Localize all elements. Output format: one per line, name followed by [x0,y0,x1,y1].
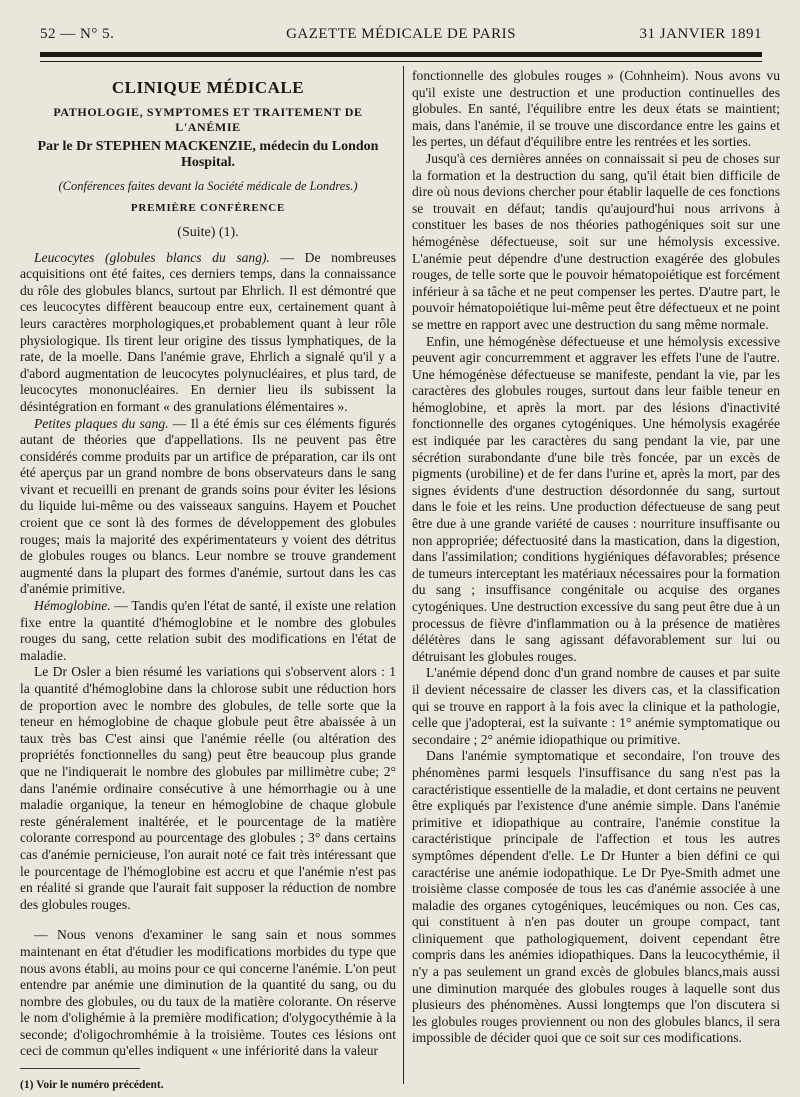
footnote-rule [20,1068,140,1069]
right-column [412,68,780,1078]
page-header [40,22,762,48]
paragraph-classification: L'anémie dépend donc d'un grand nombre de causes et par suite il devient nécessaire de classer les divers cas, et la classification qui se trouve en rapport à la fois avec la clinique et la pathologie, celle que j'adopterai, est la suivante : 1° anémie symptomatique ou secondaire ; 2° anémie idiopathique ou primitive. [412,665,780,747]
article-title: PATHOLOGIE, SYMPTOMES ET TRAITEMENT DE L'ANÉMIE [53,104,363,134]
paragraph-body: — De nombreuses acquisitions ont été faites, ces derniers temps, dans la connaissance du rôle des globules blancs, surtout par Ehrlich. Il est démontré que ces leucocytes diffèrent beaucoup entre eux, certainement quant à leurs caractères morphologiques,et probablement quant à leur rôle physiologique. Ils tirent leur origine des tissus lymphatiques, de la rate, de la moelle. Dans l'anémie grave, Ehrlich a signalé qu'il y a d'abord augmentation de leucocytes polynucléaires, et plus tard, de leucocytes mononucléaires. En dernier lieu ils subissent la désintégration en formant « des granulations élémentaires ». [20,249,397,414]
paragraph-gap [20,913,396,927]
conference-number: PREMIÈRE CONFÉRENCE [130,202,286,215]
suite-note: (Suite) (1). [177,224,239,240]
paragraph-anemie-definition: — Nous venons d'examiner le sang sain et nous sommes maintenant en état d'étudier les modifications morbides du type que nous avons établi, au moins pour ce qui concerne l'anémie. L'on peut entendre par anémie une diminution de la quantité du sang, ou du nombre des globules, ou du taux de la matière colorante. On réserve le nom d'olighémie à la première modification; d'olygocythémie à la seconde; d'oligochromhémie à la troisième. Toutes ces lésions ont ceci de commun qu'elles indiquent « une infériorité dans la valeur [20,927,396,1059]
paragraph-lead: Petites plaques du sang. [34,415,169,431]
section-title: CLINIQUE MÉDICALE [111,78,305,97]
paragraph-osler: Le Dr Osler a bien résumé les variations qui s'observent alors : 1 la quantité d'hémoglobine dans la chlorose subit une réduction hors de proportion avec le nombre des globules, de telle sorte que la teneur en hémoglobine de chaque globule peut être abaissée à un taux très bas C'est ainsi que l'anémie réelle (ou altération des propriétés fonctionnelles du sang) peut être beaucoup plus grande que ne l'indiquerait le nombre des globules par millimètre cube; 2° dans l'anémie ordinaire consécutive à une hémorrhagie ou à une maladie organique, la teneur en hémoglobine de chaque globule reste généralement inaltérée, et le pourcentage de la matière colorante correspond au pourcentage des globules ; 3° dans certains cas d'anémie pernicieuse, l'on aurait noté ce fait très intéressant que le pourcentage de l'hémoglobine est accru et que l'anémie n'est pas en réalité si grande que l'aurait fait supposer la réduction de nombre des globules rouges. [20,664,396,912]
issue-date: 31 JANVIER 1891 [639,26,762,42]
paragraph-body: — Il a été émis sur ces éléments figurés autant de théories que d'appellations. Ils ne peuvent pas être considérés comme produits par un artifice de préparation, car ils ont été aperçus par un grand nombre de bons observateurs dans le sang vivant et recueilli en prenant de grands soins pour éviter les lésions du liquide lui-même ou des vaisseaux sanguins. Hayem et Pouchet croient que ce sont là des formes de développement des globules rouges; mais la majorité des expérimentateurs y voient des détritus de globules rouges ou blancs. Leur nombre se trouve grandement augmenté dans la plupart des formes d'anémie, surtout dans les cas d'anémie primitive. [20,415,396,597]
journal-title: GAZETTE MÉDICALE DE PARIS [286,26,516,42]
footnote: (1) Voir le numéro précédent. [20,1079,164,1092]
paragraph-hemoglobine [20,598,396,664]
column-divider [403,66,404,1084]
paragraph-lead: Leucocytes (globules blancs du sang). [34,249,270,265]
conference-note: (Conférences faites devant la Société médicale de Londres.) [58,178,358,193]
header-rule-thick [40,52,762,57]
paragraph-body: — Tandis qu'en l'état de santé, il existe une relation fixe entre la quantité d'hémoglobine et le nombre des globules rouges du sang, cette relation subit des modifications en l'état de maladie. [20,598,396,663]
left-column [20,66,397,1092]
paragraph-continuation: fonctionnelle des globules rouges » (Cohnheim). Nous avons vu qu'il existe une destruction et une production continuelles des globules. En santé, l'équilibre entre les deux états se maintient; mais, dans l'anémie, il se trouve une discordance entre les gains et les pertes, un défaut d'équilibre entre les rentrées et les sorties. [412,68,780,150]
paragraph-anemie-symptomatique: Dans l'anémie symptomatique et secondaire, l'on trouve des phénomènes parmi lesquels l'insuffisance du sang n'est pas la caractéristique essentielle de la maladie, et dont certains ne peuvent être expliqués par l'existence d'une anémie simple. Dans l'anémie primitive et idiopathique au contraire, l'anémie constitue la caractéristique principale de l'affection et tous les autres symptômes dépendent d'elle. Le Dr Hunter a bien défini ce qui caractérise une anémie iodopathique. Le Dr Pye-Smith admet une troisième classe composée de tous les cas d'anémie associée à une maladie des organes cytogéniques, leucémiques ou non. Ces cas, qui constituent à n'en pas douter un groupe compact, tant cliniquement que pathologiquement, doivent cependant être compris dans les anémies idiopathiques. Dans la leucocythémie, il n'y a pas seulement un grand excès de globules blancs,mais aussi une diminution marquée des globules rouges à laquelle sont dus plusieurs des phénomènes. Aussi longtemps que l'on discutera si les globules rouges proviennent ou non des globules blancs, il sera impossible de décider quoi que ce soit sur ces modifications. [412,748,780,1046]
paragraph-plaques [20,416,396,599]
paragraph-lead: Hémoglobine. [34,598,111,614]
page-number: 52 — N° 5. [40,26,115,42]
paragraph-leucocytes [20,250,396,416]
header-rule-thin [40,61,762,62]
article-author: Par le Dr STEPHEN MACKENZIE, médecin du London Hospital. [37,138,379,171]
paragraph-formation: Jusqu'à ces dernières années on connaissait si peu de choses sur la formation et la destruction du sang, qu'il était bien difficile de dire où nous devions chercher pour établir laquelle de ces fonctions se trouvait en défaut; tandis qu'aujourd'hui nous arrivons à constituer les bases de nos théories pathogéniques soit sur une hémogénèse défectueuse, soit sur une hémolysis excessive. L'anémie peut dépendre d'une destruction exagérée des globules rouges, de telle sorte que le pouvoir hématopoiétique est forcément inférieur à sa tâche et ne peut compenser les pertes. D'autre part, le pouvoir hématopoiétique lui-même peut être défectueux et ne point se mettre en rapport avec une destruction du sang même normale. [412,150,780,332]
paragraph-hemogenese: Enfin, une hémogénèse défectueuse et une hémolysis excessive peuvent agir concurremment et aggraver les effets l'une de l'autre. Une hémogénèse défectueuse se manifeste, pendant la vie, par les caractères des globules rouges, surtout dans leur faible teneur en hémoglobine, et après la mort. par des lésions d'inactivité fonctionnelle des organes cytogéniques. Une hémolysis exagérée est indiquée par les caractères du sang pendant la vie, par une sécrétion surabondante d'une bile très foncée, par un excès de pigments (urobiline) et de fer dans l'urine et, après la mort, par des signes évidents d'une destruction désordonnée du sang, surtout dans le foie et les reins. Une production défectueuse de sang peut être due à une grande variété de causes : nourriture insuffisante ou non appropriée; défectuosité dans la mastication, dans la digestion, dans l'assimilation; conditions hygiéniques défavorables; présence de tumeurs interceptant les matériaux nécessaires pour la formation du sang ; insuffisance congénitale ou acquise des organes cytogéniques. Une destruction excessive du sang peut être due à un processus de fièvre d'inflammation ou à la présence de matières délétères dans le sang agissant défavorablement sur lui ou détruisant les globules rouges. [412,333,780,664]
